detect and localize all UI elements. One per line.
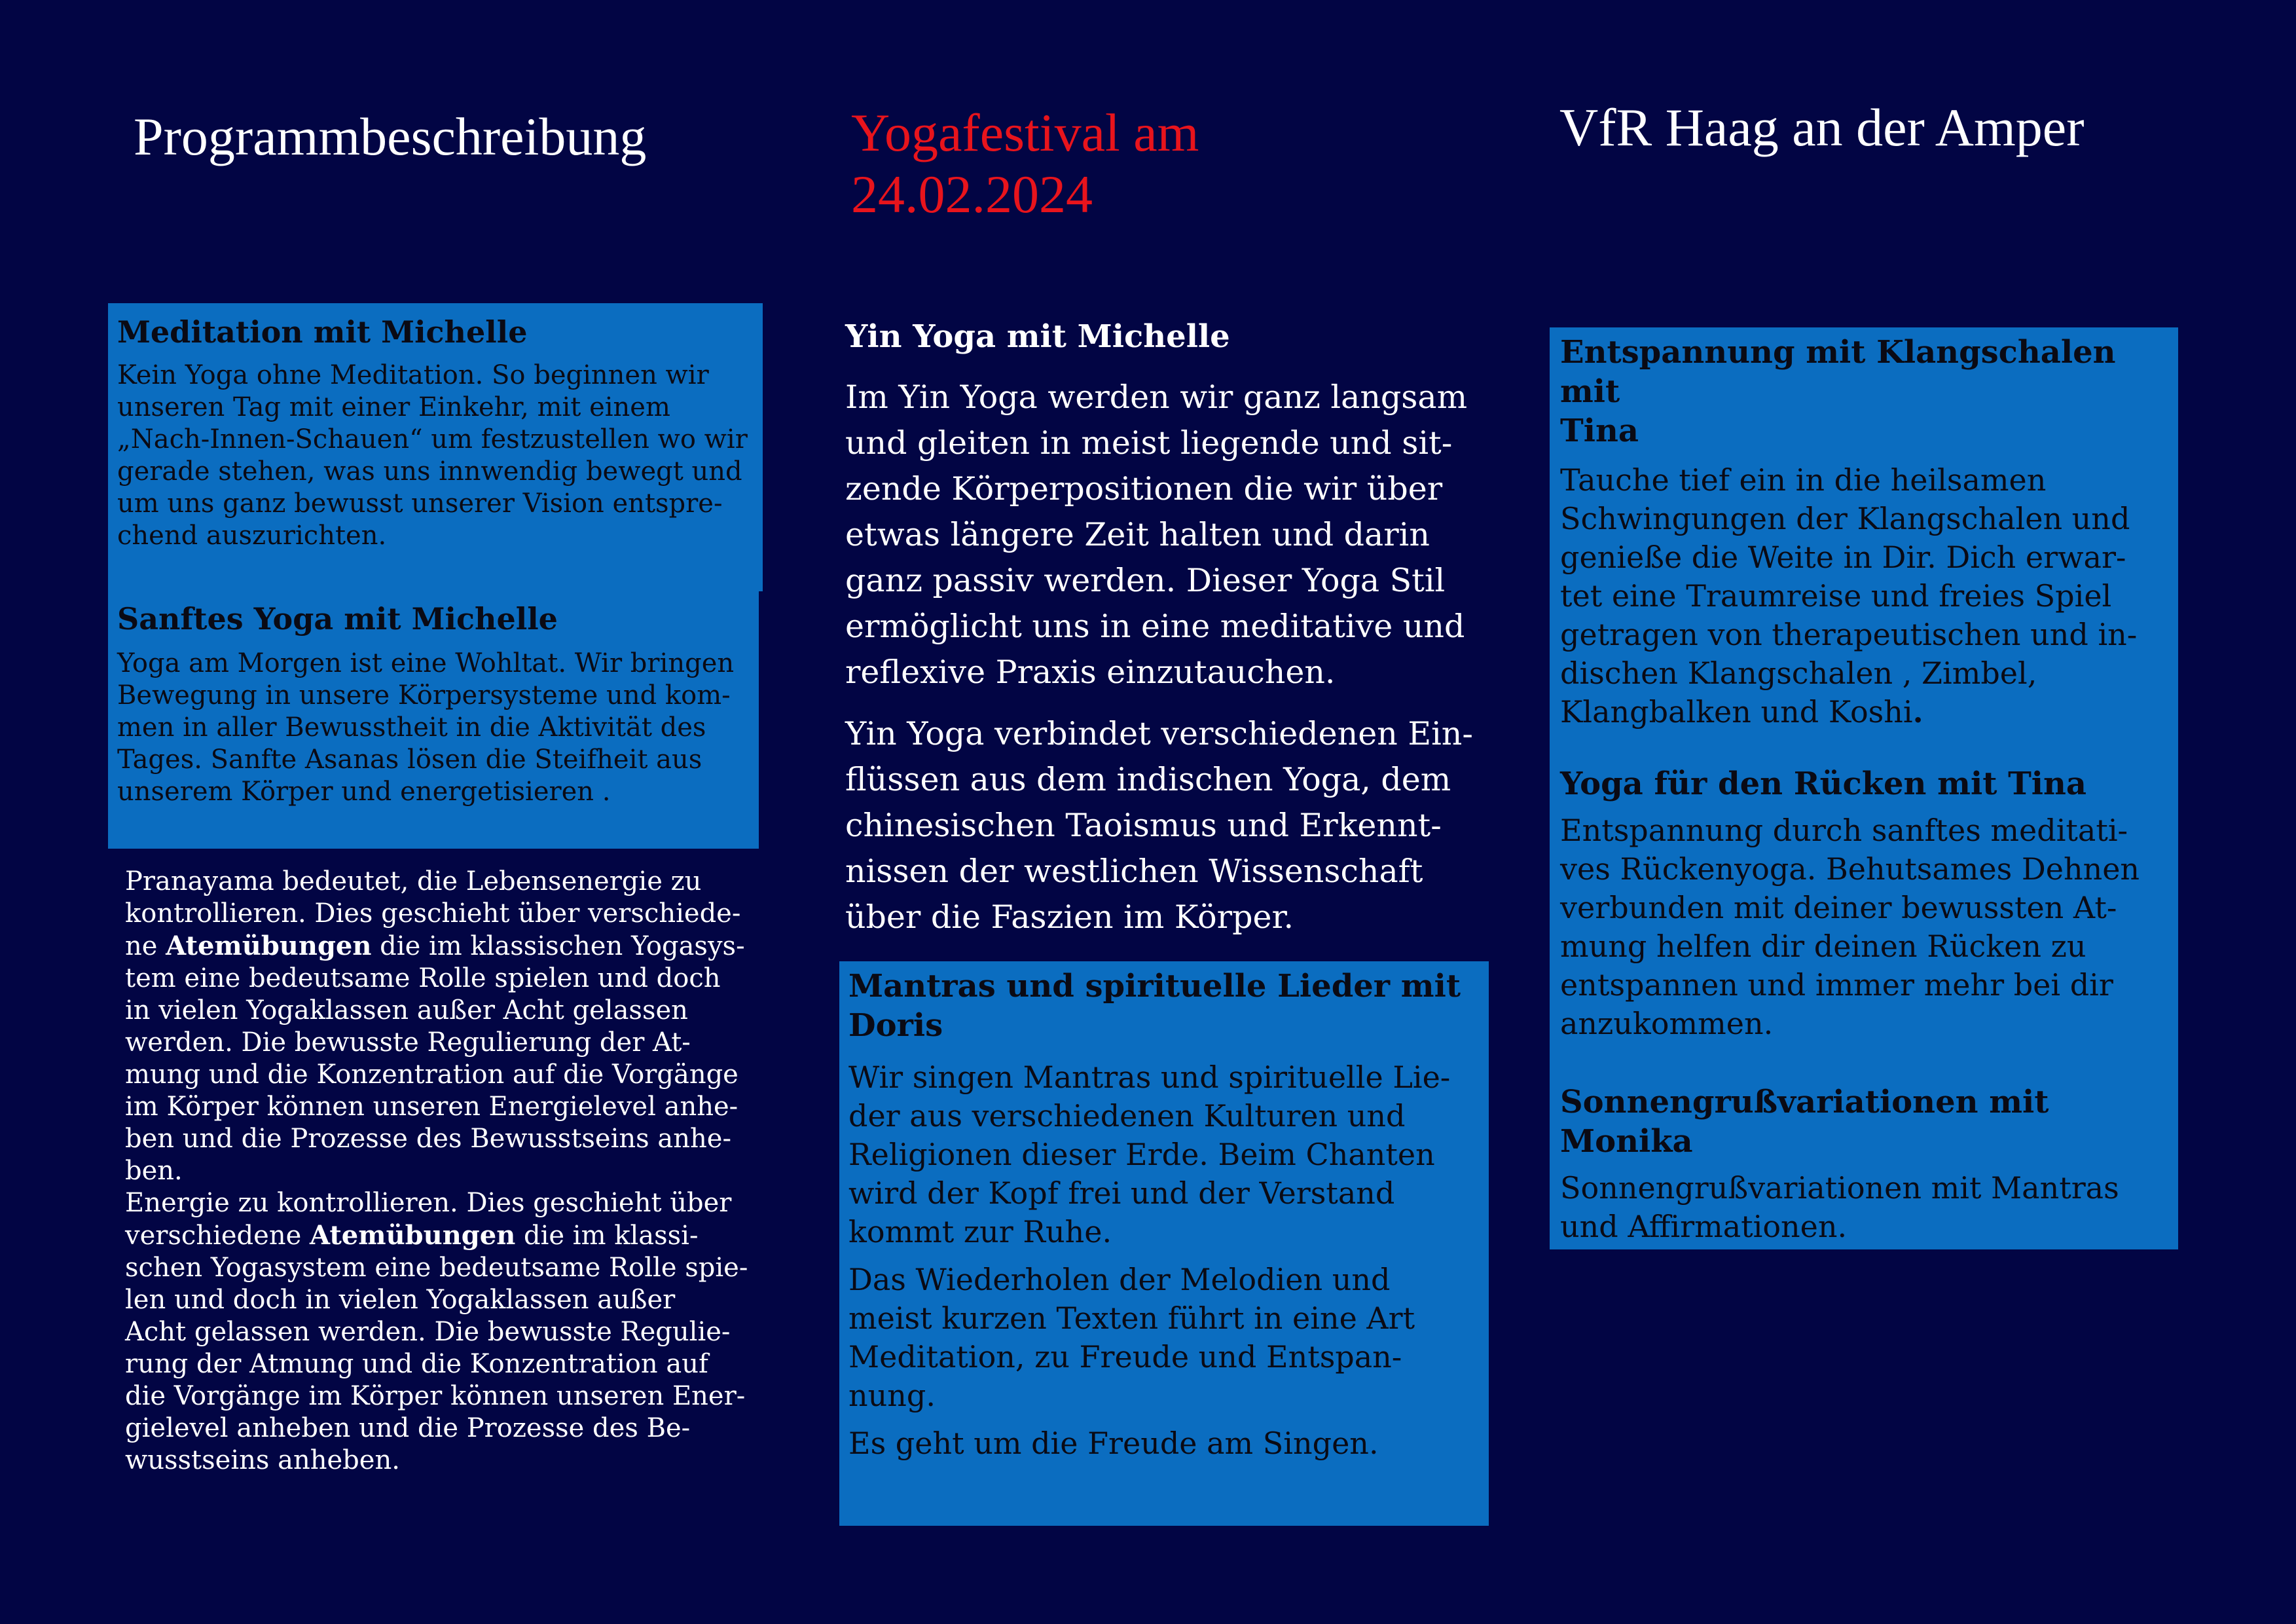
ruecken-title: Yoga für den Rücken mit Tina <box>1560 766 2087 802</box>
sanftes-yoga-title: Sanftes Yoga mit Michelle <box>117 601 558 637</box>
atemuebungen-bold-2: Atemübungen <box>309 1220 516 1251</box>
mantras-paragraph-2: Das Wiederholen der Melodien und meist kurzen Texten führt in eine Art Meditation, zu Freude und Entspan- nung. <box>848 1262 1415 1413</box>
klangschalen-text-main: Tauche tief ein in die heilsamen Schwingungen der Klangschalen und genieße die Weite in Dir. Dich erwar- tet eine Traumreise und freies Spiel getragen von therapeutischen und in- dischen Klangschalen , Zimbel, Klangbalken und Koshi <box>1560 462 2138 729</box>
sanftes-yoga-text: Yoga am Morgen ist eine Wohltat. Wir bringen Bewegung in unsere Körpersysteme und kom- men in aller Bewusstheit in die Aktivität des Tages. Sanfte Asanas lösen die Steifheit aus unserem Körper und energetisieren . <box>117 648 735 807</box>
pranayama-text-a: Pranayama bedeutet, die Lebensenergie zu kontrollieren. Dies geschieht über verschiede- ne <box>125 866 741 961</box>
klangschalen-text-period: . <box>1912 694 1923 729</box>
mantras-paragraph-1: Wir singen Mantras und spirituelle Lie- der aus verschiedenen Kulturen und Religionen dieser Erde. Beim Chanten wird der Kopf frei und der Verstand kommt zur Ruhe. <box>848 1060 1451 1249</box>
yin-yoga-paragraph-2: Yin Yoga verbindet verschiedenen Ein- flüssen aus dem indischen Yoga, dem chinesischen Taoismus und Erkennt- nissen der westlichen Wissenschaft über die Faszien im Körper. <box>845 715 1473 936</box>
klangschalen-text <box>1560 461 2168 731</box>
mantras-box <box>839 961 1489 1526</box>
program-description-heading: Programmbeschreibung <box>134 107 647 166</box>
klangschalen-title: Entspannung mit Klangschalen mit Tina <box>1560 334 2116 449</box>
pranayama-text-d: die im klassi- schen Yogasystem eine bedeutsame Rolle spie- len und doch in vielen Yogaklassen außer Acht gelassen werden. Die bewusste Regulie- rung der Atmung und die Konzentration auf die Vorgänge im Körper können unseren Ener- gielevel anheben und die Prozesse des Be- wusstseins anheben. <box>125 1221 748 1475</box>
pranayama-paragraph-2 <box>125 1187 773 1477</box>
mantras-paragraph-3: Es geht um die Freude am Singen. <box>848 1426 1379 1461</box>
ruecken-text: Entspannung durch sanftes meditati- ves Rückenyoga. Behutsames Dehnen verbunden mit deiner bewussten At- mung helfen dir deinen Rücken zu entspannen und immer mehr bei dir anzukommen. <box>1560 813 2140 1041</box>
festival-date-heading <box>851 102 1199 226</box>
festival-title-line: Yogafestival am <box>851 103 1199 162</box>
meditation-box <box>108 303 763 591</box>
sanftes-yoga-box <box>108 591 759 849</box>
meditation-text: Kein Yoga ohne Meditation. So beginnen wir unseren Tag mit einer Einkehr, mit einem „Nach-Innen-Schauen“ um festzustellen wo wir gerade stehen, was uns innwendig bewegt und um uns ganz bewusst unserer Vision entspre- chend auszurichten. <box>117 360 748 551</box>
sonnengruss-title: Sonnengrußvariationen mit Monika <box>1560 1084 2049 1160</box>
pranayama-paragraph-1 <box>125 866 773 1187</box>
mantras-title: Mantras und spirituelle Lieder mit Doris <box>848 968 1461 1044</box>
pranayama-text-block <box>125 866 773 1477</box>
club-name-heading: VfR Haag an der Amper <box>1559 98 2085 157</box>
meditation-title: Meditation mit Michelle <box>117 314 528 350</box>
festival-date-line: 24.02.2024 <box>851 164 1093 225</box>
sonnengruss-text: Sonnengrußvariationen mit Mantras und Affirmationen. <box>1560 1170 2119 1244</box>
pranayama-text-c: Energie zu kontrollieren. Dies geschieht über verschiedene <box>125 1188 732 1251</box>
pranayama-text-b: die im klassischen Yogasys- tem eine bedeutsame Rolle spielen und doch in vielen Yogaklassen außer Acht gelassen werden. Die bewusste Regulierung der At- mung und die Konzentration auf die Vorgänge im Körper können unseren Energielevel anhe- ben und die Prozesse des Bewusstseins anhe- ben. <box>125 931 745 1186</box>
right-program-box <box>1550 327 2178 1249</box>
yin-yoga-paragraph-1: Im Yin Yoga werden wir ganz langsam und gleiten in meist liegende und sit- zende Körperpositionen die wir über etwas längere Zeit halten und darin ganz passiv werden. Dieser Yoga Stil ermöglicht uns in eine meditative und reflexive Praxis einzutauchen. <box>845 378 1468 691</box>
yin-yoga-title: Yin Yoga mit Michelle <box>845 318 1230 355</box>
yin-yoga-section <box>845 316 1474 940</box>
atemuebungen-bold-1: Atemübungen <box>166 931 372 961</box>
